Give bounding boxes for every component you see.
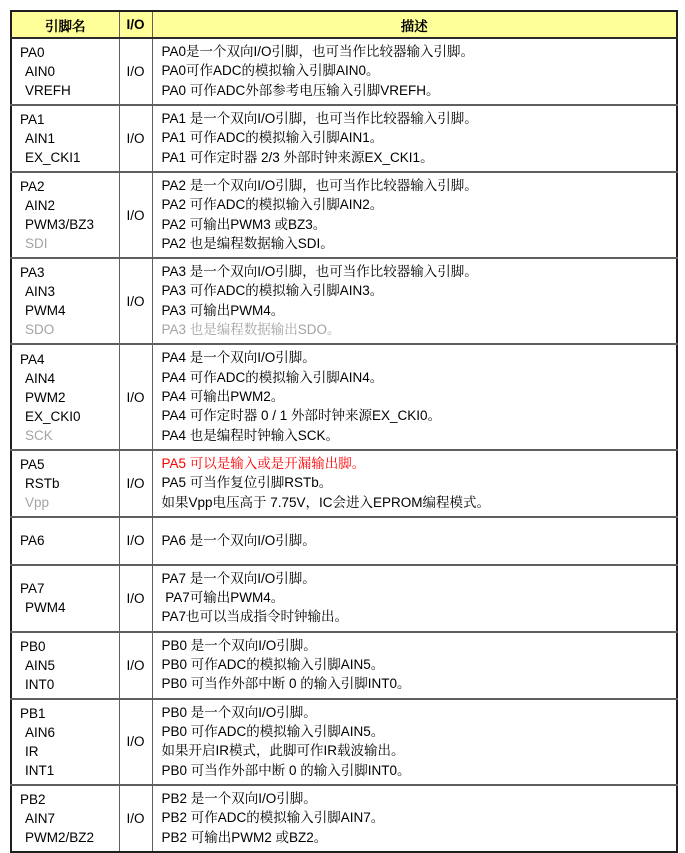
description-line: 如果开启IR模式，此脚可作IR载波输出。	[161, 743, 405, 759]
io-value: I/O	[126, 734, 145, 750]
pin-name: EX_CKI0	[25, 408, 81, 424]
pin-name: Vpp	[25, 494, 50, 510]
pin-name-cell	[11, 172, 119, 258]
description-line: PA0 可作ADC外部参考电压输入引脚VREFH。	[161, 82, 440, 98]
description-cell	[152, 632, 677, 699]
pin-name: SCK	[25, 427, 53, 443]
description-line: PA5 可以是输入或是开漏输出脚。	[161, 455, 366, 471]
pin-name: AIN2	[25, 198, 56, 214]
pin-name: INT0	[25, 676, 55, 692]
io-cell	[119, 565, 152, 632]
pin-name: PA3	[20, 265, 45, 281]
pin-row-PA3	[11, 258, 677, 344]
pin-row-PA7	[11, 565, 677, 632]
pin-row-PA0	[11, 38, 677, 105]
description-line: PA2 可输出PWM3 或BZ3。	[161, 216, 327, 232]
description-line: PA4 可输出PWM2。	[161, 388, 285, 404]
pin-name-cell	[11, 450, 119, 517]
io-value: I/O	[126, 293, 145, 309]
pin-name-cell	[11, 565, 119, 632]
description-cell	[152, 565, 677, 632]
pin-name: PB1	[20, 705, 46, 721]
pin-name-cell	[11, 785, 119, 852]
description-line: PB0 可作ADC的模拟输入引脚AIN5。	[161, 724, 385, 740]
io-value: I/O	[126, 64, 145, 79]
io-cell	[119, 517, 152, 565]
pin-name: PWM3/BZ3	[25, 217, 95, 233]
pin-name: AIN5	[25, 657, 56, 673]
description-line: PB0 是一个双向I/O引脚。	[161, 704, 317, 720]
io-cell	[119, 344, 152, 449]
pin-row-PA1	[11, 105, 677, 172]
pin-name: AIN7	[25, 810, 56, 826]
header-pin-name: 引脚名	[11, 11, 119, 38]
pin-name: VREFH	[25, 83, 71, 98]
pin-name: PWM4	[25, 303, 66, 319]
description-cell	[152, 517, 677, 565]
description-cell	[152, 344, 677, 449]
pin-name: PWM4	[25, 600, 66, 616]
description-line: PB0 可作ADC的模拟输入引脚AIN5。	[161, 657, 385, 673]
description-line: PB0 可当作外部中断 0 的输入引脚INT0。	[161, 676, 411, 692]
pin-name-cell	[11, 105, 119, 172]
description-line: PB0 是一个双向I/O引脚。	[161, 637, 317, 653]
pin-name: PB2	[20, 791, 46, 807]
pin-name: EX_CKI1	[25, 150, 81, 165]
description-line: PA3 是一个双向I/O引脚，也可当作比较器输入引脚。	[161, 264, 478, 280]
description-line: PA4 也是编程时钟输入SCK。	[161, 427, 340, 443]
pin-name: PA6	[20, 533, 45, 549]
pin-name-cell	[11, 632, 119, 699]
description-line: PA7 是一个双向I/O引脚。	[161, 570, 316, 586]
description-cell	[152, 450, 677, 517]
io-value: I/O	[126, 389, 145, 405]
description-line: 如果Vpp电压高于 7.75V，IC会进入EPROM编程模式。	[161, 494, 491, 510]
pin-name: SDI	[25, 236, 48, 252]
description-line: PA1 是一个双向I/O引脚，也可当作比较器输入引脚。	[161, 111, 478, 127]
description-cell	[152, 785, 677, 852]
io-cell	[119, 38, 152, 105]
io-cell	[119, 632, 152, 699]
description-cell	[152, 38, 677, 105]
io-cell	[119, 105, 152, 172]
pin-name-cell	[11, 38, 119, 105]
description-line: PA3 也是编程数据输出SDO。	[161, 322, 341, 338]
pin-name: PA5	[20, 456, 45, 472]
io-value: I/O	[126, 475, 145, 491]
io-cell	[119, 450, 152, 517]
description-line: PA0可作ADC的模拟输入引脚AIN0。	[161, 63, 380, 79]
pin-name: PA1	[20, 112, 45, 127]
description-line: PB2 可作ADC的模拟输入引脚AIN7。	[161, 810, 385, 826]
pin-name: AIN4	[25, 370, 56, 386]
description-line: PA1 可作ADC的模拟输入引脚AIN1。	[161, 130, 384, 146]
pin-name: PA7	[20, 581, 45, 597]
description-line: PA3 可输出PWM4。	[161, 302, 285, 318]
description-cell	[152, 172, 677, 258]
pin-row-PB0	[11, 632, 677, 699]
io-value: I/O	[126, 207, 145, 223]
pin-row-PA4	[11, 344, 677, 449]
io-value: I/O	[126, 810, 145, 826]
pin-name: PA0	[20, 45, 45, 60]
description-line: PA4 是一个双向I/O引脚。	[161, 350, 316, 366]
pin-name-cell	[11, 699, 119, 785]
description-line: PA5 可当作复位引脚RSTb。	[161, 475, 333, 491]
description-cell	[152, 699, 677, 785]
pin-name-cell	[11, 258, 119, 344]
pin-name: AIN1	[25, 131, 56, 146]
table-header-row	[11, 11, 677, 38]
pin-row-PA6	[11, 517, 677, 565]
pin-row-PB1	[11, 699, 677, 785]
pin-name: PWM2/BZ2	[25, 829, 95, 845]
description-line: PA0是一个双向I/O引脚，也可当作比较器输入引脚。	[161, 44, 475, 60]
pin-description-table	[10, 10, 678, 853]
description-line: PA4 可作定时器 0 / 1 外部时钟来源EX_CKI0。	[161, 408, 442, 424]
pin-name: PWM2	[25, 389, 66, 405]
pin-row-PB2	[11, 785, 677, 852]
pin-name: IR	[25, 743, 39, 759]
pin-name: PB0	[20, 638, 46, 654]
pin-name: INT1	[25, 762, 55, 778]
description-line: PA4 可作ADC的模拟输入引脚AIN4。	[161, 369, 384, 385]
pin-name: PA4	[20, 351, 45, 367]
description-line: PA7也可以当成指令时钟输出。	[161, 609, 349, 625]
io-cell	[119, 699, 152, 785]
description-line: PA2 也是编程数据输入SDI。	[161, 235, 334, 251]
description-line: PA1 可作定时器 2/3 外部时钟来源EX_CKI1。	[161, 149, 434, 165]
io-value: I/O	[126, 590, 145, 606]
description-line: PA7可输出PWM4。	[161, 590, 285, 606]
io-value: I/O	[126, 131, 145, 146]
io-value: I/O	[126, 533, 145, 549]
description-line: PA2 是一个双向I/O引脚，也可当作比较器输入引脚。	[161, 178, 478, 193]
io-cell	[119, 785, 152, 852]
pin-name: RSTb	[25, 475, 60, 491]
description-line: PA3 可作ADC的模拟输入引脚AIN3。	[161, 283, 384, 299]
description-line: PB0 可当作外部中断 0 的输入引脚INT0。	[161, 762, 411, 778]
pin-name: AIN3	[25, 284, 56, 300]
pin-name-cell	[11, 344, 119, 449]
io-cell	[119, 258, 152, 344]
pin-name: SDO	[25, 322, 55, 338]
description-cell	[152, 105, 677, 172]
description-line: PA2 可作ADC的模拟输入引脚AIN2。	[161, 197, 384, 213]
description-cell	[152, 258, 677, 344]
header-description: 描述	[152, 11, 677, 38]
description-line: PB2 是一个双向I/O引脚。	[161, 790, 317, 806]
pin-name-cell	[11, 517, 119, 565]
io-cell	[119, 172, 152, 258]
description-line: PA6 是一个双向I/O引脚。	[161, 532, 316, 548]
pin-row-PA2	[11, 172, 677, 258]
pin-name: AIN0	[25, 64, 56, 79]
header-io: I/O	[119, 11, 152, 38]
io-value: I/O	[126, 657, 145, 673]
pin-row-PA5	[11, 450, 677, 517]
description-line: PB2 可输出PWM2 或BZ2。	[161, 829, 328, 845]
pin-name: AIN6	[25, 724, 56, 740]
pin-name: PA2	[20, 179, 45, 195]
